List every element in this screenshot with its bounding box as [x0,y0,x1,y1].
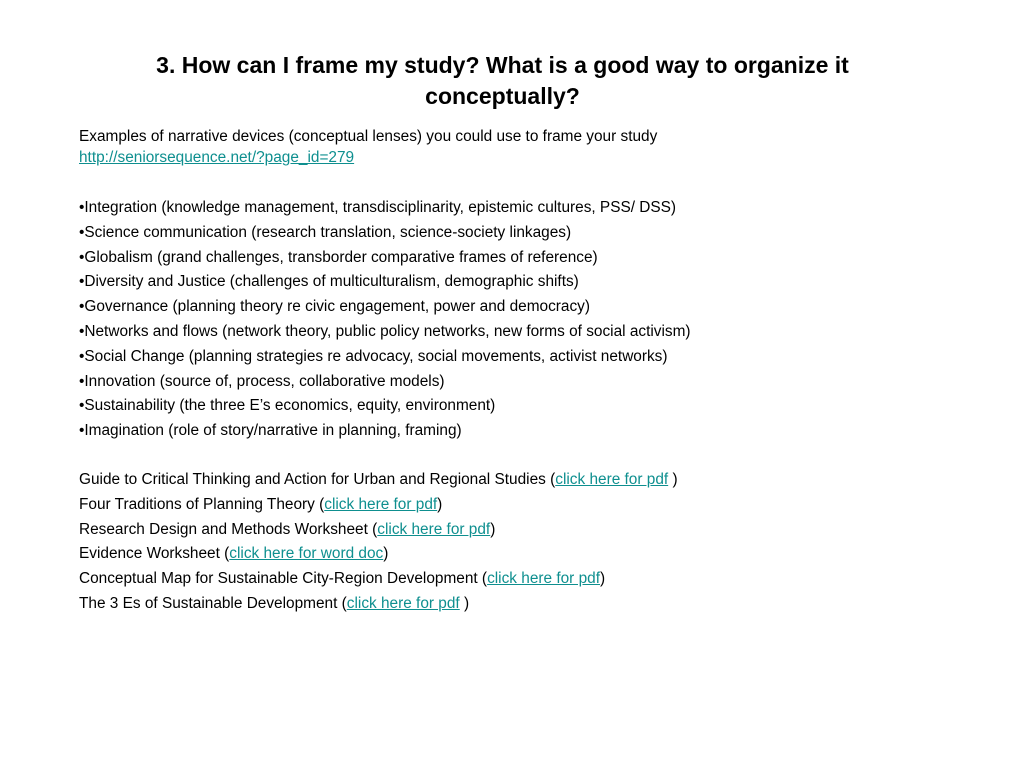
guide-suffix: ) [668,470,678,488]
guide-title: Guide to Critical Thinking and Action for Urban and Regional Studies ( [79,470,556,488]
guide-item [79,493,979,518]
slide-body [79,126,979,617]
guide-item [79,542,979,567]
list-item: •Globalism (grand challenges, transborder comparative frames of reference) [79,248,598,266]
guide-title: Evidence Worksheet ( [79,545,230,563]
intro-url-line [79,147,979,168]
guide-suffix: ) [459,594,470,612]
list-item: •Innovation (source of, process, collaborative models) [79,372,445,390]
guide-pdf-link[interactable]: click here for pdf [487,570,600,588]
guide-title: The 3 Es of Sustainable Development ( [79,594,347,612]
guide-item [79,592,979,617]
list-item: •Integration (knowledge management, transdisciplinarity, epistemic cultures, PSS/ DSS) [79,199,677,216]
guide-suffix: ) [599,570,606,588]
guide-suffix: ) [383,545,389,563]
spacer [79,168,979,196]
slide-title: 3. How can I frame my study? What is a good way to organize it conceptually? [156,52,849,109]
list-item: •Diversity and Justice (challenges of multiculturalism, demographic shifts) [79,273,579,291]
guide-pdf-link[interactable]: click here for pdf [377,520,491,538]
list-item: •Sustainability (the three E’s economics, equity, environment) [79,397,496,415]
guide-item [79,518,979,543]
guide-pdf-link[interactable]: click here for pdf [555,470,669,488]
guide-word-doc-link[interactable]: click here for word doc [229,545,384,563]
guide-title: Four Traditions of Planning Theory ( [79,495,325,513]
guide-title: Conceptual Map for Sustainable City-Region Development ( [79,570,488,588]
guide-item [79,468,979,493]
list-item: •Science communication (research translation, science-society linkages) [79,223,572,241]
list-item: •Networks and flows (network theory, public policy networks, new forms of social activism) [79,322,691,340]
framing-devices-list [79,196,979,444]
guide-pdf-link[interactable]: click here for pdf [346,594,460,612]
guide-item [79,567,979,592]
guide-pdf-link[interactable]: click here for pdf [324,495,438,513]
list-item: •Imagination (role of story/narrative in planning, framing) [79,422,462,440]
intro-url-link[interactable]: http://seniorsequence.net/?page_id=279 [79,149,355,166]
list-item: •Social Change (planning strategies re advocacy, social movements, activist networks) [79,347,668,365]
spacer [79,444,979,468]
guide-title: Research Design and Methods Worksheet ( [79,520,378,538]
guide-suffix: ) [490,520,496,538]
intro-text: Examples of narrative devices (conceptual lenses) you could use to frame your study [79,128,658,145]
guide-suffix: ) [437,495,443,513]
guides-list [79,468,979,617]
list-item: •Governance (planning theory re civic engagement, power and democracy) [79,298,590,316]
